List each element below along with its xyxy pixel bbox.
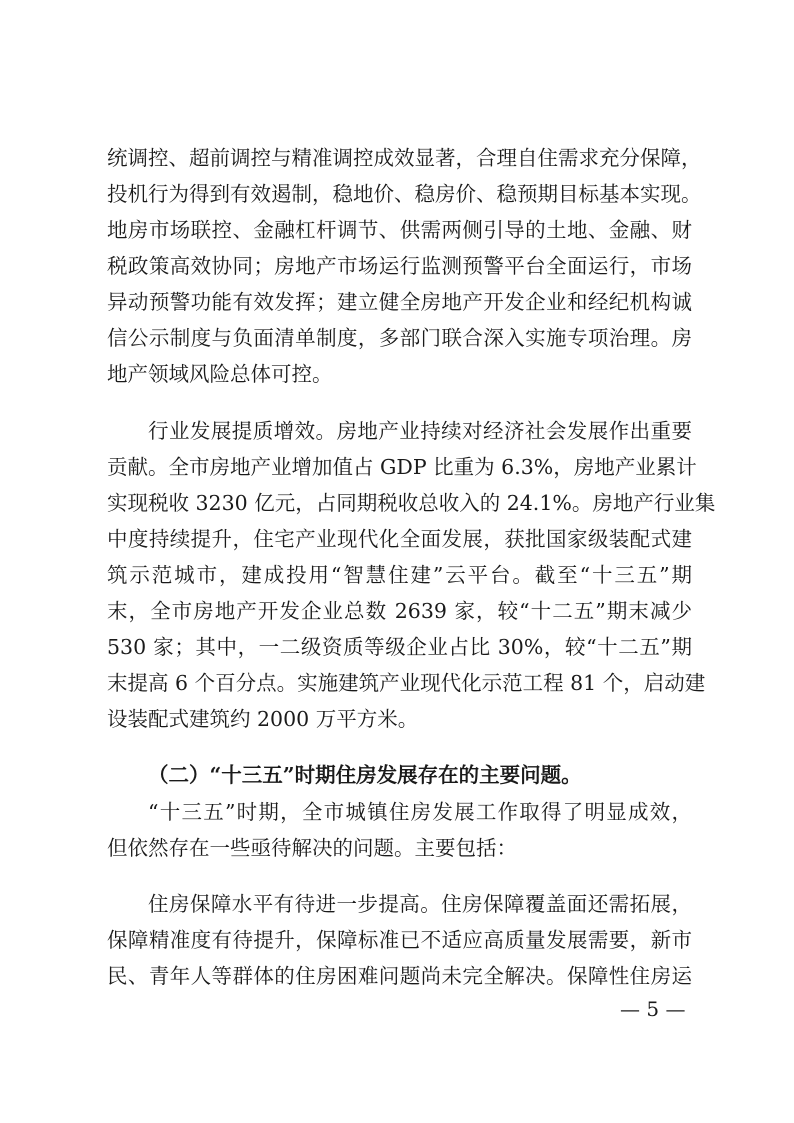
body-text-line: 末提高 6 个百分点。实施建筑产业现代化示范工程 81 个，启动建 xyxy=(107,671,706,695)
body-text-line: 地产领域风险总体可控。 xyxy=(107,362,333,386)
paragraph-first-line: 行业发展提质增效。房地产业持续对经济社会发展作出重要 xyxy=(148,419,692,443)
body-text-line: 地房市场联控、金融杠杆调节、供需两侧引导的土地、金融、财 xyxy=(107,218,692,242)
section-heading: （二）“十三五”时期住房发展存在的主要问题。 xyxy=(148,763,582,787)
body-text-line: 末，全市房地产开发企业总数 2639 家，较“十二五”期末减少 xyxy=(107,599,692,623)
body-text-line: 信公示制度与负面清单制度，多部门联合深入实施专项治理。房 xyxy=(107,326,692,350)
paragraph-first-line: “十三五”时期，全市城镇住房发展工作取得了明显成效， xyxy=(148,800,692,824)
body-text-line: 但依然存在一些亟待解决的问题。主要包括： xyxy=(107,836,517,860)
body-text-line: 贡献。全市房地产业增加值占 GDP 比重为 6.3%，房地产业累计 xyxy=(107,455,697,479)
body-text-line: 设装配式建筑约 2000 万平方米。 xyxy=(107,707,419,731)
body-text-line: 统调控、超前调控与精准调控成效显著，合理自住需求充分保障， xyxy=(107,146,702,170)
paragraph-first-line: 住房保障水平有待进一步提高。住房保障覆盖面还需拓展， xyxy=(148,892,692,916)
page-number: — 5 — xyxy=(620,997,686,1021)
body-text-line: 530 家；其中，一二级资质等级企业占比 30%，较“十二五”期 xyxy=(107,635,692,659)
body-text-line: 异动预警功能有效发挥；建立健全房地产开发企业和经纪机构诚 xyxy=(107,290,692,314)
body-text-line: 实现税收 3230 亿元，占同期税收总收入的 24.1%。房地产行业集 xyxy=(107,491,716,515)
body-text-line: 税政策高效协同；房地产市场运行监测预警平台全面运行，市场 xyxy=(107,254,692,278)
body-text-line: 投机行为得到有效遏制，稳地价、稳房价、稳预期目标基本实现。 xyxy=(107,182,702,206)
body-text-line: 中度持续提升，住宅产业现代化全面发展，获批国家级装配式建 xyxy=(107,527,692,551)
body-text-line: 保障精准度有待提升，保障标准已不适应高质量发展需要，新市 xyxy=(107,928,692,952)
body-text-line: 筑示范城市，建成投用“智慧住建”云平台。截至“十三五”期 xyxy=(107,563,692,587)
body-text-line: 民、青年人等群体的住房困难问题尚未完全解决。保障性住房运 xyxy=(107,964,692,988)
